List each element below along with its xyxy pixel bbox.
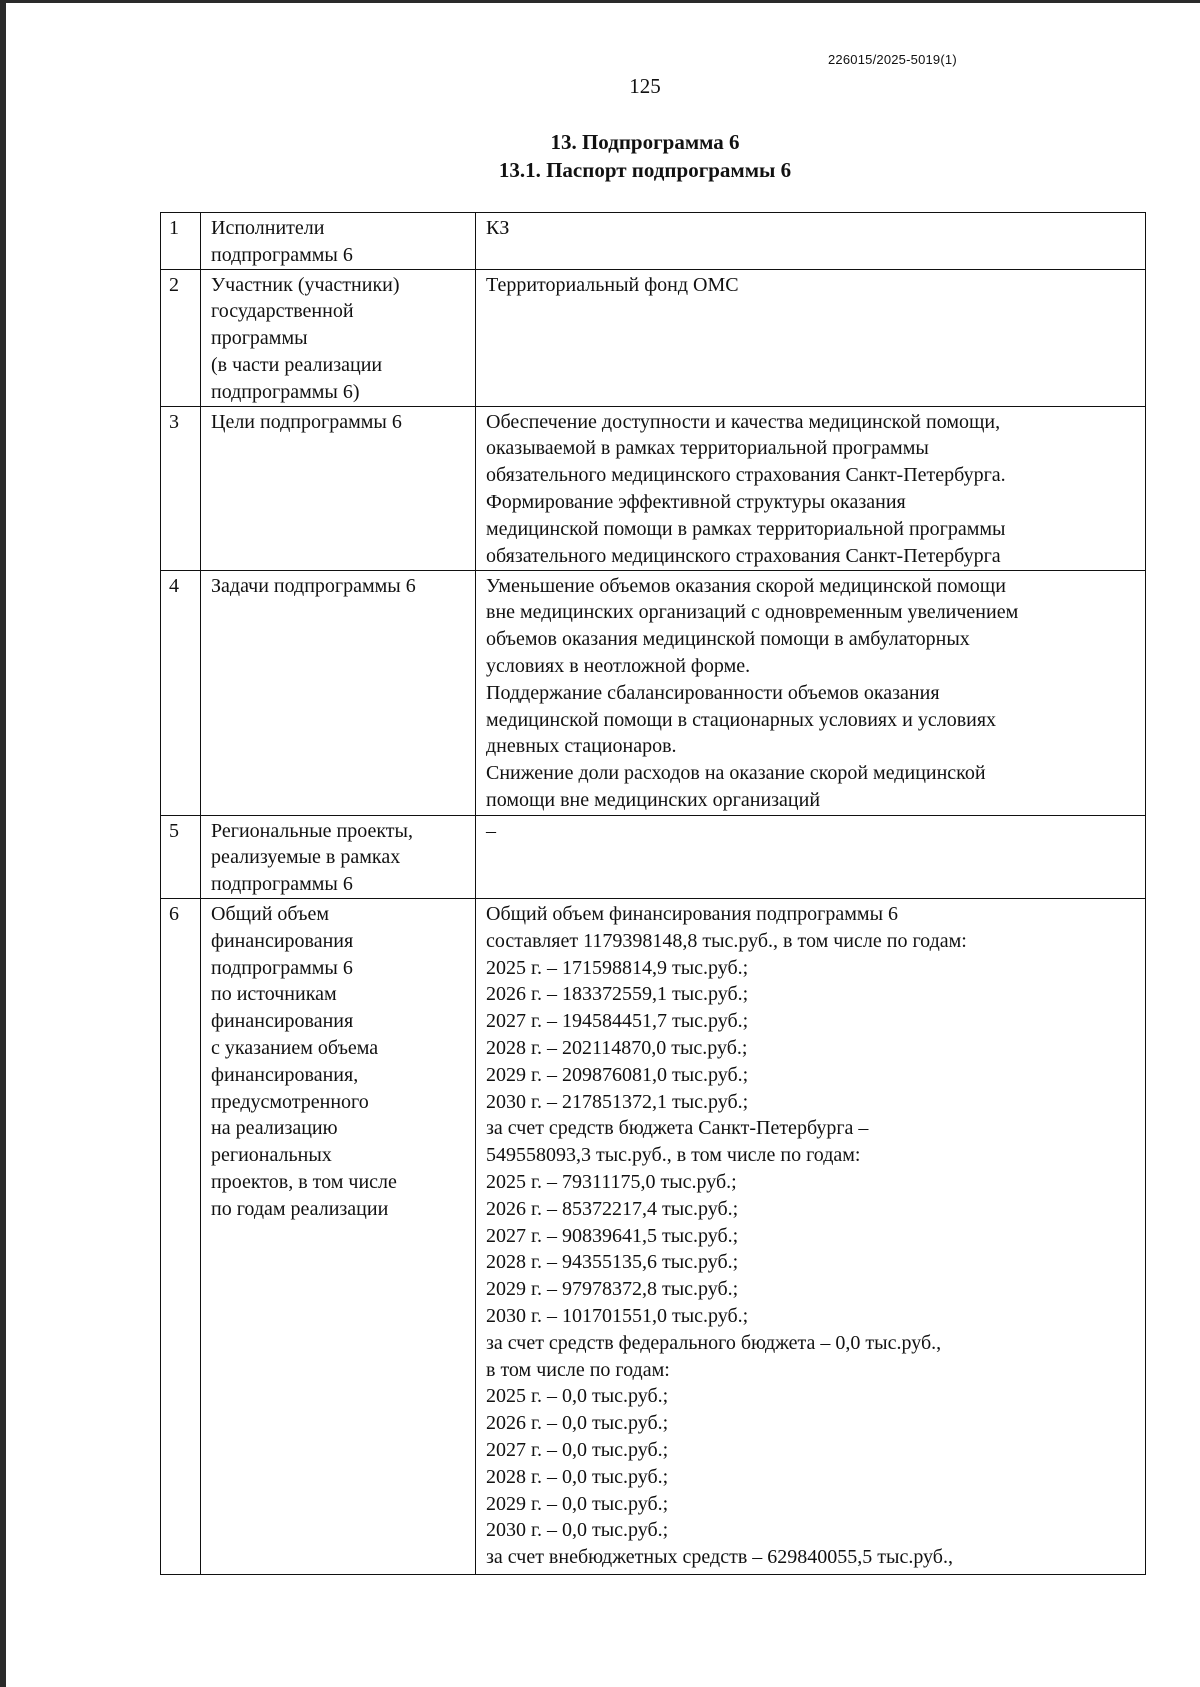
row-label [201,898,476,1574]
value-line: КЗ [486,217,510,239]
row-value [476,815,1146,898]
value-line: 2026 г. – 85372217,4 тыс.руб.; [486,1197,739,1220]
value-line: – [486,819,496,842]
value-line: вне медицинских организаций с одновременным увеличением [486,601,1019,624]
value-line: 2029 г. – 97978372,8 тыс.руб.; [486,1278,739,1301]
value-line: обязательного медицинского страхования Санкт-Петербурга [486,544,1001,567]
value-line: медицинской помощи в рамках территориальной программы [486,517,1006,540]
value-line: в том числе по годам: [486,1358,670,1381]
scan-edge-left [0,0,6,1687]
value-line: за счет средств федерального бюджета – 0,0 тыс.руб., [486,1331,942,1354]
row-label [201,815,476,898]
label-line: Участник (участники) [211,273,400,296]
value-line: Снижение доли расходов на оказание скорой медицинской [486,762,986,785]
row-value [476,898,1146,1574]
table-row [161,269,1146,406]
row-value [476,406,1146,570]
row-value [476,269,1146,406]
subprogram-passport-table [160,212,1146,1575]
label-line: региональных [211,1144,332,1167]
label-line: финансирования [211,1010,354,1033]
row-number: 5 [161,815,201,898]
value-line: помощи вне медицинских организаций [486,788,821,811]
value-line: Территориальный фонд ОМС [486,273,739,296]
value-line: объемов оказания медицинской помощи в амбулаторных [486,628,970,651]
value-line: Общий объем финансирования подпрограммы 6 [486,902,899,925]
label-line: программы [211,327,308,350]
label-line: подпрограммы 6) [211,380,360,403]
row-value [476,570,1146,815]
label-line: реализуемые в рамках [211,846,401,869]
value-line: 2030 г. – 101701551,0 тыс.руб.; [486,1304,749,1327]
value-line: 2026 г. – 0,0 тыс.руб.; [486,1412,669,1435]
label-line: Исполнители [211,217,325,239]
label-line: Региональные проекты, [211,819,413,842]
document-registration-number: 226015/2025-5019(1) [828,52,957,67]
value-line: обязательного медицинского страхования Санкт-Петербурга. [486,464,1006,487]
row-value [476,213,1146,270]
value-line: составляет 1179398148,8 тыс.руб., в том числе по годам: [486,929,967,952]
value-line: 2029 г. – 0,0 тыс.руб.; [486,1492,669,1515]
value-line: 2029 г. – 209876081,0 тыс.руб.; [486,1063,749,1086]
label-line: (в части реализации [211,353,383,376]
value-line: 2025 г. – 0,0 тыс.руб.; [486,1385,669,1408]
label-line: финансирования, [211,1063,359,1086]
subsection-title: 13.1. Паспорт подпрограммы 6 [498,158,792,182]
row-label [201,570,476,815]
value-line: 549558093,3 тыс.руб., в том числе по годам: [486,1144,861,1167]
value-line: 2027 г. – 0,0 тыс.руб.; [486,1438,669,1461]
value-line: 2025 г. – 79311175,0 тыс.руб.; [486,1170,737,1193]
label-line: государственной [211,300,354,323]
row-label [201,269,476,406]
value-line: за счет внебюджетных средств – 629840055,5 тыс.руб., [486,1546,953,1569]
table-row [161,570,1146,815]
label-line: финансирования [211,929,354,952]
value-line: 2027 г. – 194584451,7 тыс.руб.; [486,1010,749,1033]
value-line: условиях в неотложной форме. [486,654,751,677]
section-title: 13. Подпрограмма 6 [550,130,740,154]
value-line: оказываемой в рамках территориальной программы [486,437,929,460]
value-line: Обеспечение доступности и качества медицинской помощи, [486,410,1001,433]
label-line: подпрограммы 6 [211,243,353,266]
value-line: дневных стационаров. [486,735,677,758]
value-line: 2028 г. – 202114870,0 тыс.руб.; [486,1036,748,1059]
row-number: 2 [161,269,201,406]
value-line: 2025 г. – 171598814,9 тыс.руб.; [486,956,749,979]
value-line: 2027 г. – 90839641,5 тыс.руб.; [486,1224,739,1247]
table-row [161,898,1146,1574]
label-line: подпрограммы 6 [211,873,353,896]
row-label [201,406,476,570]
label-line: Общий объем [211,902,329,925]
label-line: подпрограммы 6 [211,956,353,979]
scan-edge-top [6,0,1200,3]
label-line: Задачи подпрограммы 6 [211,574,416,597]
row-label [201,213,476,270]
row-number: 3 [161,406,201,570]
row-number: 4 [161,570,201,815]
value-line: медицинской помощи в стационарных условиях и условиях [486,708,997,731]
table-row [161,406,1146,570]
label-line: по годам реализации [211,1197,389,1220]
label-line: проектов, в том числе [211,1170,397,1193]
row-number: 6 [161,898,201,1574]
table-row [161,213,1146,270]
value-line: 2028 г. – 94355135,6 тыс.руб.; [486,1251,739,1274]
value-line: Уменьшение объемов оказания скорой медицинской помощи [486,574,1006,597]
page-number: 125 [629,74,661,98]
label-line: на реализацию [211,1117,338,1140]
value-line: 2030 г. – 0,0 тыс.руб.; [486,1519,669,1542]
value-line: за счет средств бюджета Санкт-Петербурга – [486,1117,869,1140]
label-line: предусмотренного [211,1090,369,1113]
label-line: Цели подпрограммы 6 [211,410,402,433]
value-line: 2030 г. – 217851372,1 тыс.руб.; [486,1090,749,1113]
value-line: Поддержание сбалансированности объемов оказания [486,681,940,704]
table-row [161,815,1146,898]
label-line: с указанием объема [211,1036,379,1059]
value-line: 2026 г. – 183372559,1 тыс.руб.; [486,983,749,1006]
row-number: 1 [161,213,201,270]
value-line: Формирование эффективной структуры оказания [486,490,906,513]
label-line: по источникам [211,983,337,1006]
value-line: 2028 г. – 0,0 тыс.руб.; [486,1465,669,1488]
